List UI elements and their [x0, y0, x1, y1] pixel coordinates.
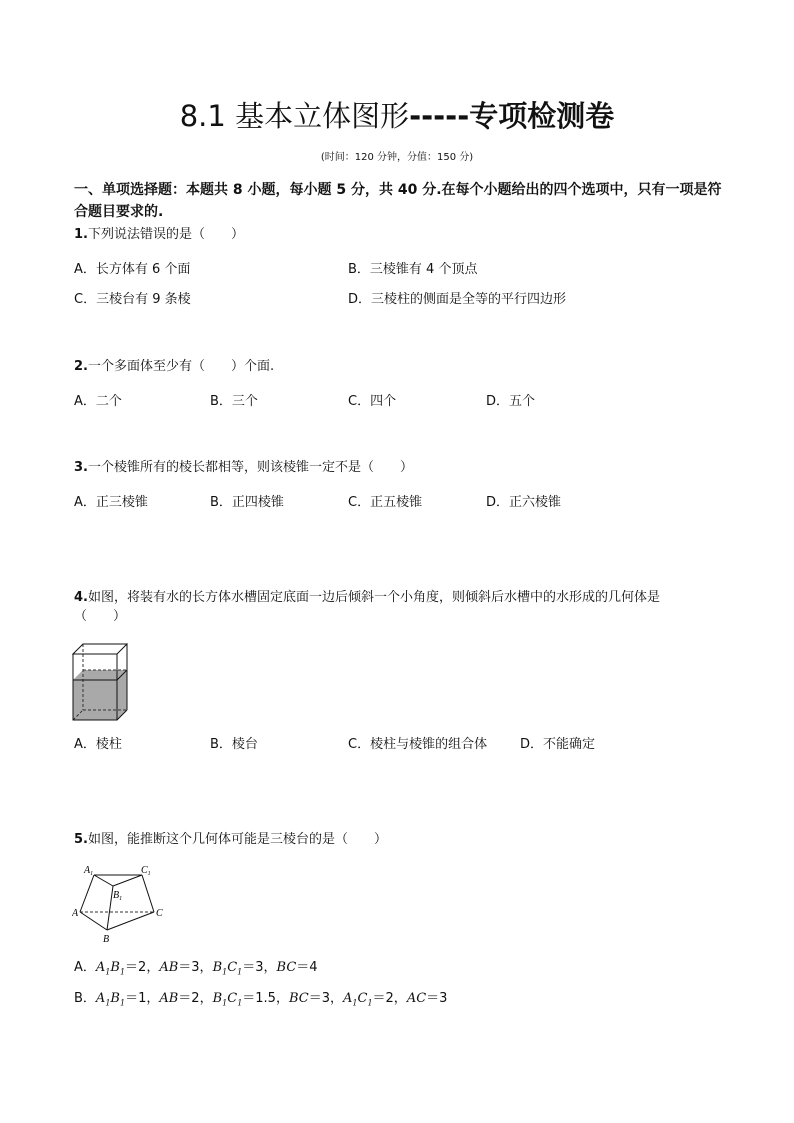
label-c1: $C_1$ [141, 865, 151, 877]
label-a: A [72, 908, 79, 919]
question-3 [74, 459, 413, 477]
q3-option-b[interactable]: B．正四棱锥 [210, 495, 284, 510]
question-text: 如图，能推断这个几何体可能是三棱台的是（ ） [87, 832, 387, 847]
water-tank-figure [70, 642, 130, 724]
question-2 [74, 358, 274, 376]
q4-option-c[interactable]: C．棱柱与棱锥的组合体 [348, 737, 488, 752]
section-heading: 一、单项选择题：本题共 8 小题，每小题 5 分，共 40 分.在每个小题给出的四个选项中，只有一项是符合题目要求的. [74, 182, 722, 220]
title-main: 8.1 基本立体图形 [179, 99, 410, 133]
label-a1: $A_1$ [84, 865, 94, 877]
q1-option-d[interactable]: D．三棱柱的侧面是全等的平行四边形 [348, 292, 567, 307]
q2-option-a[interactable]: A．二个 [74, 394, 122, 409]
label-b: B [103, 934, 110, 945]
q1-option-c[interactable]: C．三棱台有 9 条棱 [74, 292, 191, 307]
question-number: 2. [74, 359, 88, 374]
question-number: 3. [74, 460, 88, 475]
q5-option-a[interactable]: A．$A_1B_1=2$，AB＝3，$B_1C_1=3$，BC＝4 [74, 960, 318, 977]
question-number: 4. [74, 590, 88, 605]
question-4-answer-blank: （ ） [74, 609, 127, 624]
question-text: 如图，将装有水的长方体水槽固定底面一边后倾斜一个小角度，则倾斜后水槽中的水形成的几何体是 [87, 590, 660, 605]
q4-option-b[interactable]: B．棱台 [210, 737, 258, 752]
q5-option-b[interactable]: B．$A_1B_1=1$，AB＝2，$B_1C_1=1.5$，BC＝3，$A_1C_1=2$，AC＝3 [74, 991, 448, 1008]
question-4 [74, 589, 660, 607]
q2-option-c[interactable]: C．四个 [348, 394, 397, 409]
question-1 [74, 226, 244, 244]
q1-option-b[interactable]: B．三棱锥有 4 个顶点 [348, 262, 478, 277]
q3-option-a[interactable]: A．正三棱锥 [74, 495, 148, 510]
label-c: C [156, 908, 163, 919]
q3-option-c[interactable]: C．正五棱锥 [348, 495, 423, 510]
q3-option-d[interactable]: D．正六棱锥 [486, 495, 562, 510]
question-number: 1. [74, 227, 88, 242]
question-5 [74, 831, 387, 849]
q2-option-d[interactable]: D．五个 [486, 394, 536, 409]
q4-option-a[interactable]: A．棱柱 [74, 737, 122, 752]
q4-option-d[interactable]: D．不能确定 [520, 737, 596, 752]
q2-option-b[interactable]: B．三个 [210, 394, 258, 409]
page-title [0, 96, 794, 136]
exam-info: (时间：120 分钟，分值：150 分) [320, 152, 474, 163]
question-text: 一个棱锥所有的棱长都相等，则该棱锥一定不是（ ） [87, 460, 413, 475]
q1-option-a[interactable]: A．长方体有 6 个面 [74, 262, 191, 277]
question-text: 一个多面体至少有（ ）个面. [87, 359, 275, 374]
question-text: 下列说法错误的是（ ） [87, 227, 244, 242]
frustum-figure [72, 862, 172, 946]
question-number: 5. [74, 832, 88, 847]
title-bold: -----专项检测卷 [409, 99, 615, 133]
label-b1: $B_1$ [113, 890, 123, 902]
